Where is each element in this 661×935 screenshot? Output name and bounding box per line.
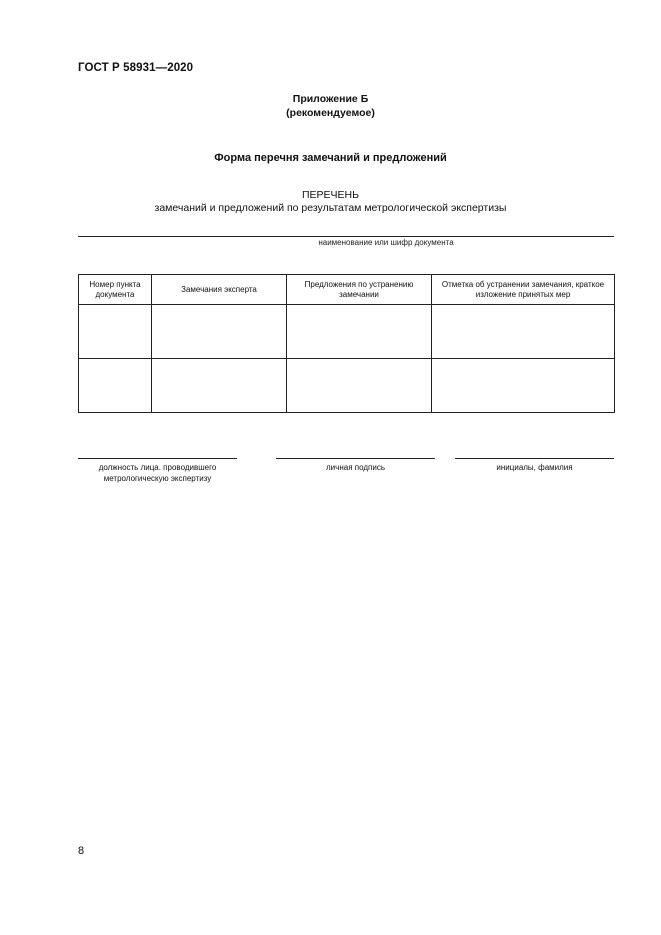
position-caption (72, 462, 243, 484)
table-cell (79, 305, 152, 359)
page-number: 8 (78, 845, 85, 857)
table-cell (432, 359, 615, 413)
table-cell (432, 305, 615, 359)
table-header-row (79, 275, 615, 305)
document-name-caption: наименование или шифр документа (318, 238, 454, 247)
appendix-status: (рекомендуемое) (286, 107, 375, 119)
table-cell (79, 359, 152, 413)
personal-signature-line (276, 458, 435, 459)
table-row (79, 359, 615, 413)
header-proposals: Предложения по устранению замечании (287, 275, 432, 305)
table-cell (152, 359, 287, 413)
list-subheading: замечаний и предложений по результатам метрологической экспертизы (154, 202, 507, 214)
remarks-table (78, 274, 615, 413)
header-expert-remarks: Замечания эксперта (152, 275, 287, 305)
header-resolution-mark: Отметка об устранении замечания, краткое изложение принятых мер (432, 275, 615, 305)
list-heading-block (0, 189, 661, 215)
table-row (79, 305, 615, 359)
appendix-heading (0, 92, 661, 120)
table-cell (152, 305, 287, 359)
header-item-number: Номер пункта документа (79, 275, 152, 305)
appendix-title: Приложение Б (292, 93, 369, 105)
position-caption-line-2: метрологическую экспертизу (103, 474, 212, 483)
list-heading: ПЕРЕЧЕНЬ (301, 189, 360, 201)
position-caption-line-1: должность лица. проводившего (98, 463, 217, 472)
signature-caption: личная подпись (326, 463, 385, 472)
name-caption: инициалы, фамилия (496, 463, 573, 472)
name-signature-line (455, 458, 614, 459)
table-cell (287, 305, 432, 359)
standard-code: ГОСТ Р 58931—2020 (78, 62, 194, 74)
table-cell (287, 359, 432, 413)
document-name-line (78, 236, 614, 237)
position-signature-line (78, 458, 237, 459)
form-title: Форма перечня замечаний и предложений (214, 152, 447, 164)
